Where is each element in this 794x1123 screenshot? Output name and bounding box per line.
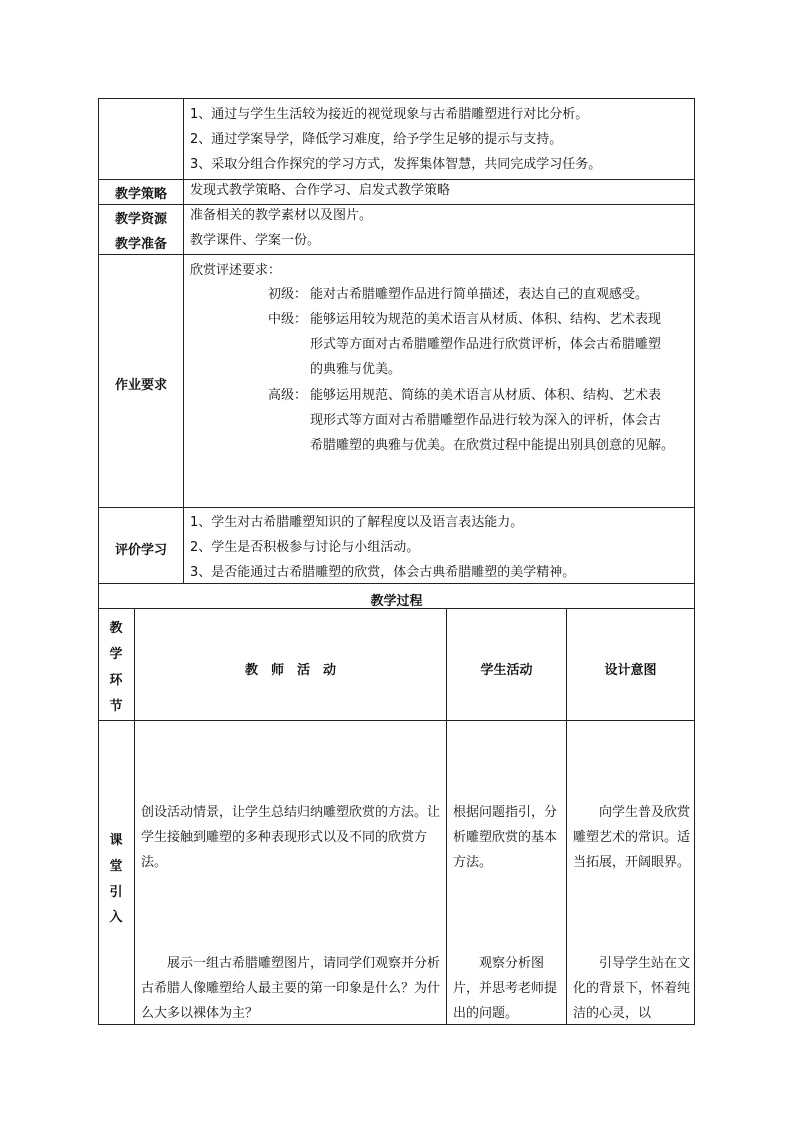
evaluation-item: 1、学生对古希腊雕塑知识的了解程度以及语言表达能力。 <box>190 515 524 530</box>
rule <box>98 254 695 255</box>
stage-header-char: 教 <box>109 621 123 636</box>
stage-header-char: 学 <box>109 647 123 662</box>
evaluation-label: 评价学习 <box>114 543 167 558</box>
level-line: 能对古希腊雕塑作品进行简单描述，表达自己的直观感受。 <box>310 287 649 302</box>
evaluation-item: 3、是否能通过古希腊雕塑的欣赏，体会古典希腊雕塑的美学精神。 <box>190 565 576 580</box>
student-activity-1: 根据问题指引，分析雕塑欣赏的基本方法。 <box>453 805 558 870</box>
resources-label: 教学资源 <box>114 212 167 227</box>
rule <box>183 98 184 583</box>
level-line: 能够运用规范、简练的美术语言从材质、体积、结构、艺术表 <box>310 388 662 403</box>
rule <box>98 179 695 180</box>
evaluation-item: 2、学生是否积极参与讨论与小组活动。 <box>190 540 420 555</box>
method-line: 1、通过与学生生活较为接近的视觉现象与古希腊雕塑进行对比分析。 <box>190 107 589 122</box>
rule <box>98 720 695 721</box>
method-line: 2、通过学案导学，降低学习难度，给予学生足够的提示与支持。 <box>190 132 563 147</box>
homework-intro: 欣赏评述要求： <box>190 263 282 278</box>
rule <box>98 507 695 508</box>
stage-name-char: 堂 <box>109 859 123 874</box>
student-activity-2: 观察分析图片，并思考老师提出的问题。 <box>453 956 558 1021</box>
rule <box>694 583 695 1024</box>
level-line: 希腊雕塑的典雅与优美。在欣赏过程中能提出别具创意的见解。 <box>310 438 675 453</box>
level-line: 能够运用较为规范的美术语言从材质、体积、结构、艺术表现 <box>310 312 662 327</box>
rule <box>98 98 99 583</box>
student-activity-header: 学生活动 <box>480 663 533 678</box>
design-intent-2: 引导学生站在文化的背景下，怀着纯洁的心灵，以 <box>573 956 691 1021</box>
level-name: 中级： <box>268 312 308 327</box>
design-intent-header: 设计意图 <box>604 663 657 678</box>
level-name: 高级： <box>268 388 308 403</box>
homework-label: 作业要求 <box>114 378 167 393</box>
rule <box>98 583 99 1024</box>
strategy-value: 发现式教学策略、合作学习、启发式教学策略 <box>190 183 451 198</box>
level-line: 现形式等方面对古希腊雕塑作品进行较为深入的评析，体会古 <box>310 413 662 428</box>
preparation-label: 教学准备 <box>114 237 167 252</box>
stage-name-char: 入 <box>109 910 123 925</box>
resources-value: 准备相关的教学素材以及图片。 <box>190 208 373 223</box>
teacher-activity-2: 展示一组古希腊雕塑图片，请同学们观察并分析古希腊人像雕塑给人最主要的第一印象是什么？为什么大多以裸体为主？ <box>141 956 441 1021</box>
stage-header-char: 节 <box>109 699 123 714</box>
level-line: 形式等方面对古希腊雕塑作品进行欣赏评析，体会古希腊雕塑 <box>310 337 662 352</box>
design-intent-1: 向学生普及欣赏雕塑艺术的常识。适当拓展，开阔眼界。 <box>573 805 691 870</box>
rule <box>694 98 695 583</box>
stage-header-char: 环 <box>109 673 123 688</box>
stage-name-char: 课 <box>109 833 123 848</box>
rule <box>98 98 695 99</box>
level-line: 的典雅与优美。 <box>310 362 402 377</box>
teacher-activity-1: 创设活动情景，让学生总结归纳雕塑欣赏的方法。让学生接触到雕塑的多种表现形式以及不同的欣赏方法。 <box>141 805 441 870</box>
strategy-label: 教学策略 <box>114 187 167 202</box>
level-name: 初级： <box>268 287 308 302</box>
teacher-activity-header: 教 师 活 动 <box>244 663 336 678</box>
rule <box>98 583 695 584</box>
stage-name-char: 引 <box>109 885 123 900</box>
process-title: 教学过程 <box>370 594 423 609</box>
preparation-value: 教学课件、学案一份。 <box>190 233 321 248</box>
method-line: 3、采取分组合作探究的学习方式，发挥集体智慧，共同完成学习任务。 <box>190 157 602 172</box>
rule <box>98 204 695 205</box>
